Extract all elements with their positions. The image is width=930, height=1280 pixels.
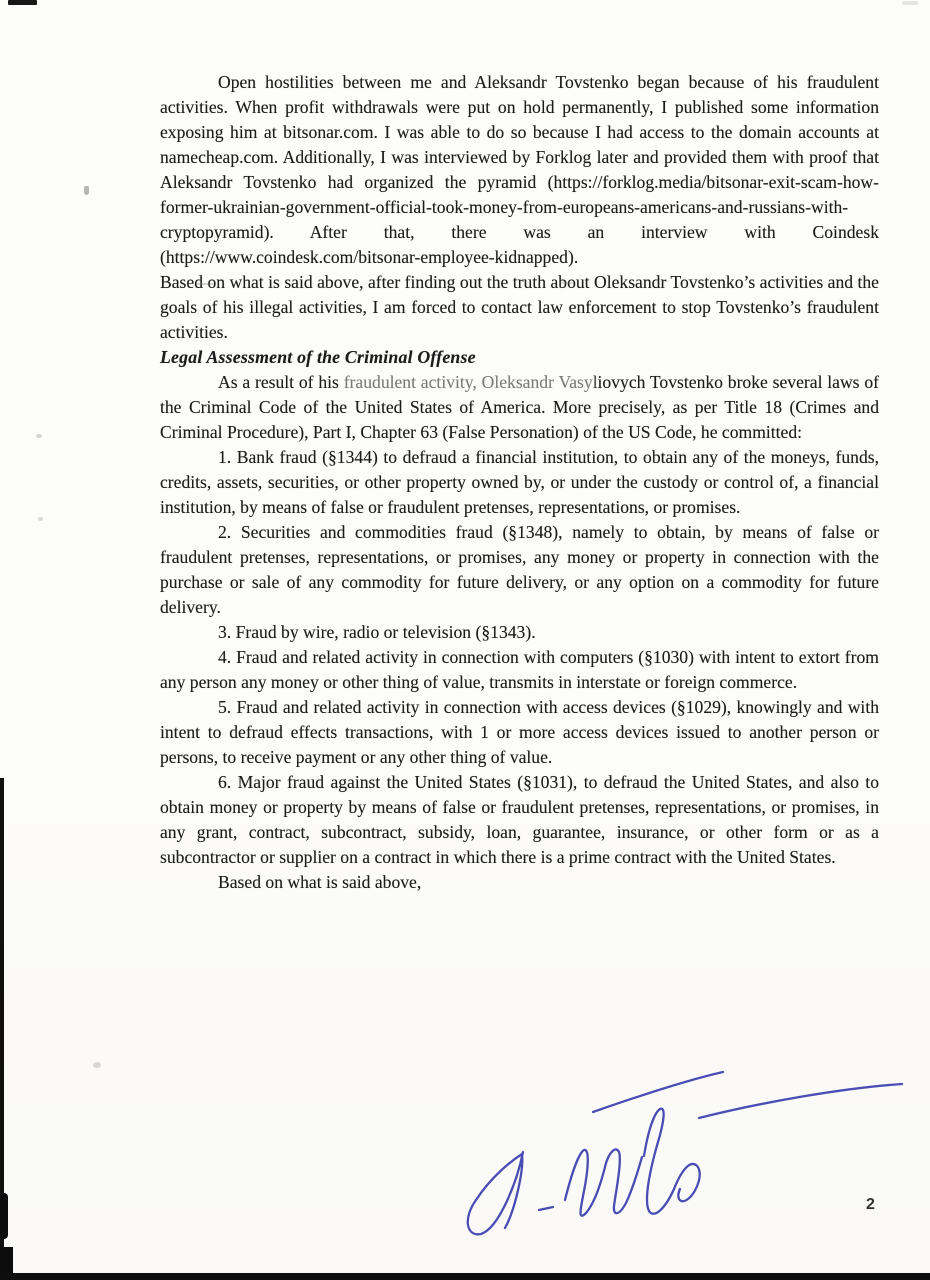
handwritten-signature (443, 1060, 915, 1255)
scan-artifact-bottom-left-corner (0, 1247, 13, 1280)
legal-item-securities-fraud: 2. Securities and commodities fraud (§1348), namely to obtain, by means of false or fraudulent pretenses, representations, or promises, any money or property in connection with the purchase or sale of any commodity for future delivery, or any option on a commodity for future delivery. (160, 522, 879, 617)
closing-line: Based on what is said above, (218, 872, 422, 892)
scan-speck (902, 1, 918, 5)
legal-item-computer-fraud: 4. Fraud and related activity in connection with computers (§1030) with intent to extort from any person any money or other thing of value, transmits in interstate or foreign commerce. (160, 647, 879, 692)
document-body (160, 70, 879, 895)
paragraph-result-of-activity: As a result of his fraudulent activity, Oleksandr Vasyliovych Tovstenko broke several laws of the Criminal Code of the United States of America. More precisely, as per Title 18 (Crimes and Criminal Procedure), Part I, Chapter 63 (False Personation) of the US Code, he committed: (160, 372, 879, 442)
legal-item-bank-fraud: 1. Bank fraud (§1344) to defraud a financial institution, to obtain any of the moneys, funds, credits, assets, securities, or other property owned by, or under the custody or control of, a financial institution, by means of false or fraudulent pretenses, representations, or promises. (160, 447, 879, 517)
paragraph-open-hostilities: Open hostilities between me and Aleksandr Tovstenko began because of his fraudulent activities. When profit withdrawals were put on hold permanently, I published some information exposing him at bitsonar.com. I was able to do so because I had access to the domain accounts at namecheap.com. Additionally, I was interviewed by Forklog later and provided them with proof that Aleksandr Tovstenko had organized the pyramid (https://forklog.media/bitsonar-exit-scam-how-former-ukrainian-government-official-took-money-from-europeans-americans-and-russians-with-cryptopyramid). After that, there was an interview with Coindesk (https://www.coindesk.com/bitsonar-employee-kidnapped). (160, 72, 879, 267)
scan-speck (93, 1062, 101, 1068)
scan-artifact-left-edge (0, 778, 4, 1280)
scan-speck (84, 186, 89, 195)
paragraph-forced-to-contact: Based on what is said above, after finding out the truth about Oleksandr Tovstenko’s activities and the goals of his illegal activities, I am forced to contact law enforcement to stop Tovstenko’s fraudulent activities. (160, 272, 879, 342)
scan-speck (38, 517, 43, 521)
scan-artifact-top-left (8, 0, 37, 5)
scan-artifact-bottom-edge (0, 1273, 930, 1280)
legal-item-wire-fraud: 3. Fraud by wire, radio or television (§1343). (218, 622, 536, 642)
page-number: 2 (866, 1196, 875, 1213)
scan-artifact-left-blob (0, 1193, 8, 1239)
heading-legal-assessment: Legal Assessment of the Criminal Offense (160, 347, 476, 367)
scan-speck (36, 434, 42, 438)
legal-item-major-fraud: 6. Major fraud against the United States (§1031), to defraud the United States, and also to obtain money or property by means of false or fraudulent pretenses, representations, or promises, in any grant, contract, subcontract, subsidy, loan, guarantee, insurance, or other form or as a subcontractor or supplier on a contract in which there is a prime contract with the United States. (160, 772, 879, 867)
legal-item-access-device-fraud: 5. Fraud and related activity in connection with access devices (§1029), knowingly and with intent to defraud effects transactions, with 1 or more access devices issued to another person or persons, to receive payment or any other thing of value. (160, 697, 879, 767)
